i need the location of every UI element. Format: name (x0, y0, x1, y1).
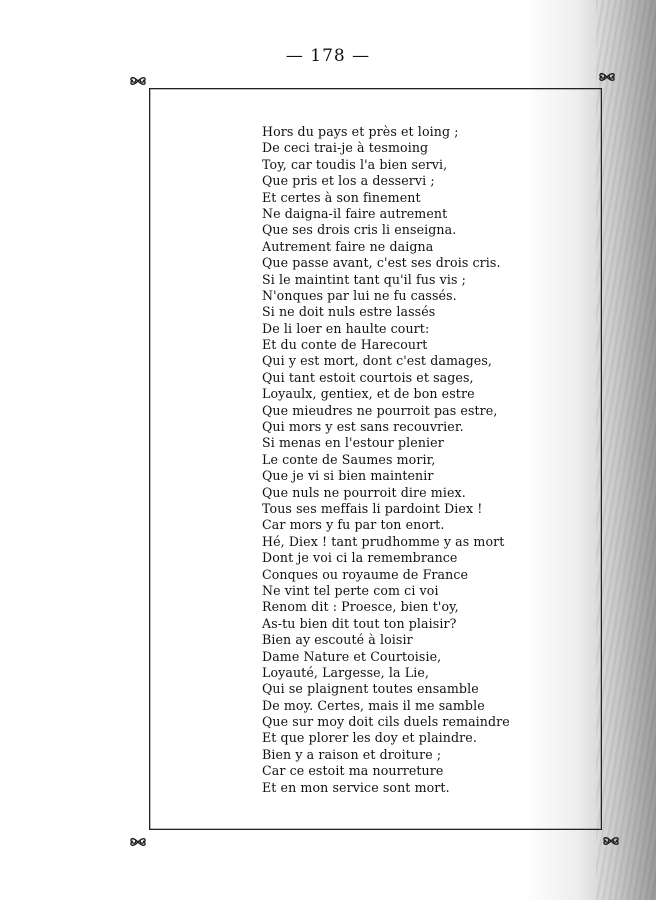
poem-line: Et du conte de Harecourt (262, 337, 428, 353)
poem-line: De li loer en haulte court: (262, 320, 430, 336)
page-gutter-shadow (596, 0, 656, 900)
poem-line: Bien y a raison et droiture ; (262, 746, 442, 762)
fleuron-icon (127, 831, 149, 853)
fleuron-icon (127, 70, 149, 92)
poem-line: Loyauté, Largesse, la Lie, (262, 664, 429, 680)
poem-line: Autrement faire ne daigna (262, 238, 434, 254)
poem-line: Dont je voi ci la remembrance (262, 550, 458, 566)
poem-line: Ne daigna-il faire autrement (262, 205, 448, 221)
poem-line: Que nuls ne pourroit dire miex. (262, 484, 466, 500)
poem-line: Hors du pays et près et loing ; (262, 124, 459, 139)
poem-line: Que pris et los a desservi ; (262, 173, 435, 189)
page-number: — 178 — (285, 46, 371, 66)
poem-line: Toy, car toudis l'a bien servi, (262, 156, 448, 172)
poem-line: Qui tant estoit courtois et sages, (262, 369, 474, 385)
poem-line: Conques ou royaume de France (262, 566, 469, 582)
poem-line: Car ce estoit ma nourreture (262, 763, 444, 779)
poem-line: Si le maintint tant qu'il fus vis ; (262, 271, 467, 287)
fleuron-icon (600, 830, 622, 852)
poem-line: Et en mon service sont mort. (262, 779, 450, 795)
poem-line: Que je vi si bien maintenir (262, 468, 434, 484)
poem-line: Que mieudres ne pourroit pas estre, (262, 402, 498, 418)
poem-line: Et certes à son finement (262, 189, 421, 205)
poem-line: Que passe avant, c'est ses drois cris. (262, 255, 501, 271)
fleuron-icon (596, 66, 618, 88)
poem-line: Et que plorer les doy et plaindre. (262, 730, 477, 746)
poem-line: De moy. Certes, mais il me samble (262, 697, 485, 713)
poem-line: Qui mors y est sans recouvrier. (262, 419, 464, 435)
poem-line: Ne vint tel perte com ci voi (262, 582, 439, 598)
poem-text (262, 124, 562, 796)
poem-line: As-tu bien dit tout ton plaisir? (262, 615, 457, 631)
poem-line: Si menas en l'estour plenier (262, 435, 444, 451)
poem-line: Qui se plaignent toutes ensamble (262, 681, 479, 697)
poem-line: Renom dit : Proesce, bien t'oy, (262, 599, 459, 615)
poem-line: Bien ay escouté à loisir (262, 632, 413, 648)
poem-line: Loyaulx, gentiex, et de bon estre (262, 386, 475, 402)
poem-line: Tous ses meffais li pardoint Diex ! (262, 500, 483, 516)
poem-line: Que ses drois cris li enseigna. (262, 222, 457, 238)
poem-line: Si ne doit nuls estre lassés (262, 304, 436, 320)
poem-line: Hé, Diex ! tant prudhomme y as mort (262, 533, 505, 549)
poem-line: Que sur moy doit cils duels remaindre (262, 714, 510, 730)
poem-line: N'onques par lui ne fu cassés. (262, 287, 457, 303)
poem-line: Dame Nature et Courtoisie, (262, 648, 442, 664)
poem-line: Car mors y fu par ton enort. (262, 517, 445, 533)
poem-line: Qui y est mort, dont c'est damages, (262, 353, 492, 369)
poem-line: Le conte de Saumes morir, (262, 451, 436, 467)
poem-line: De ceci trai-je à tesmoing (262, 140, 429, 156)
